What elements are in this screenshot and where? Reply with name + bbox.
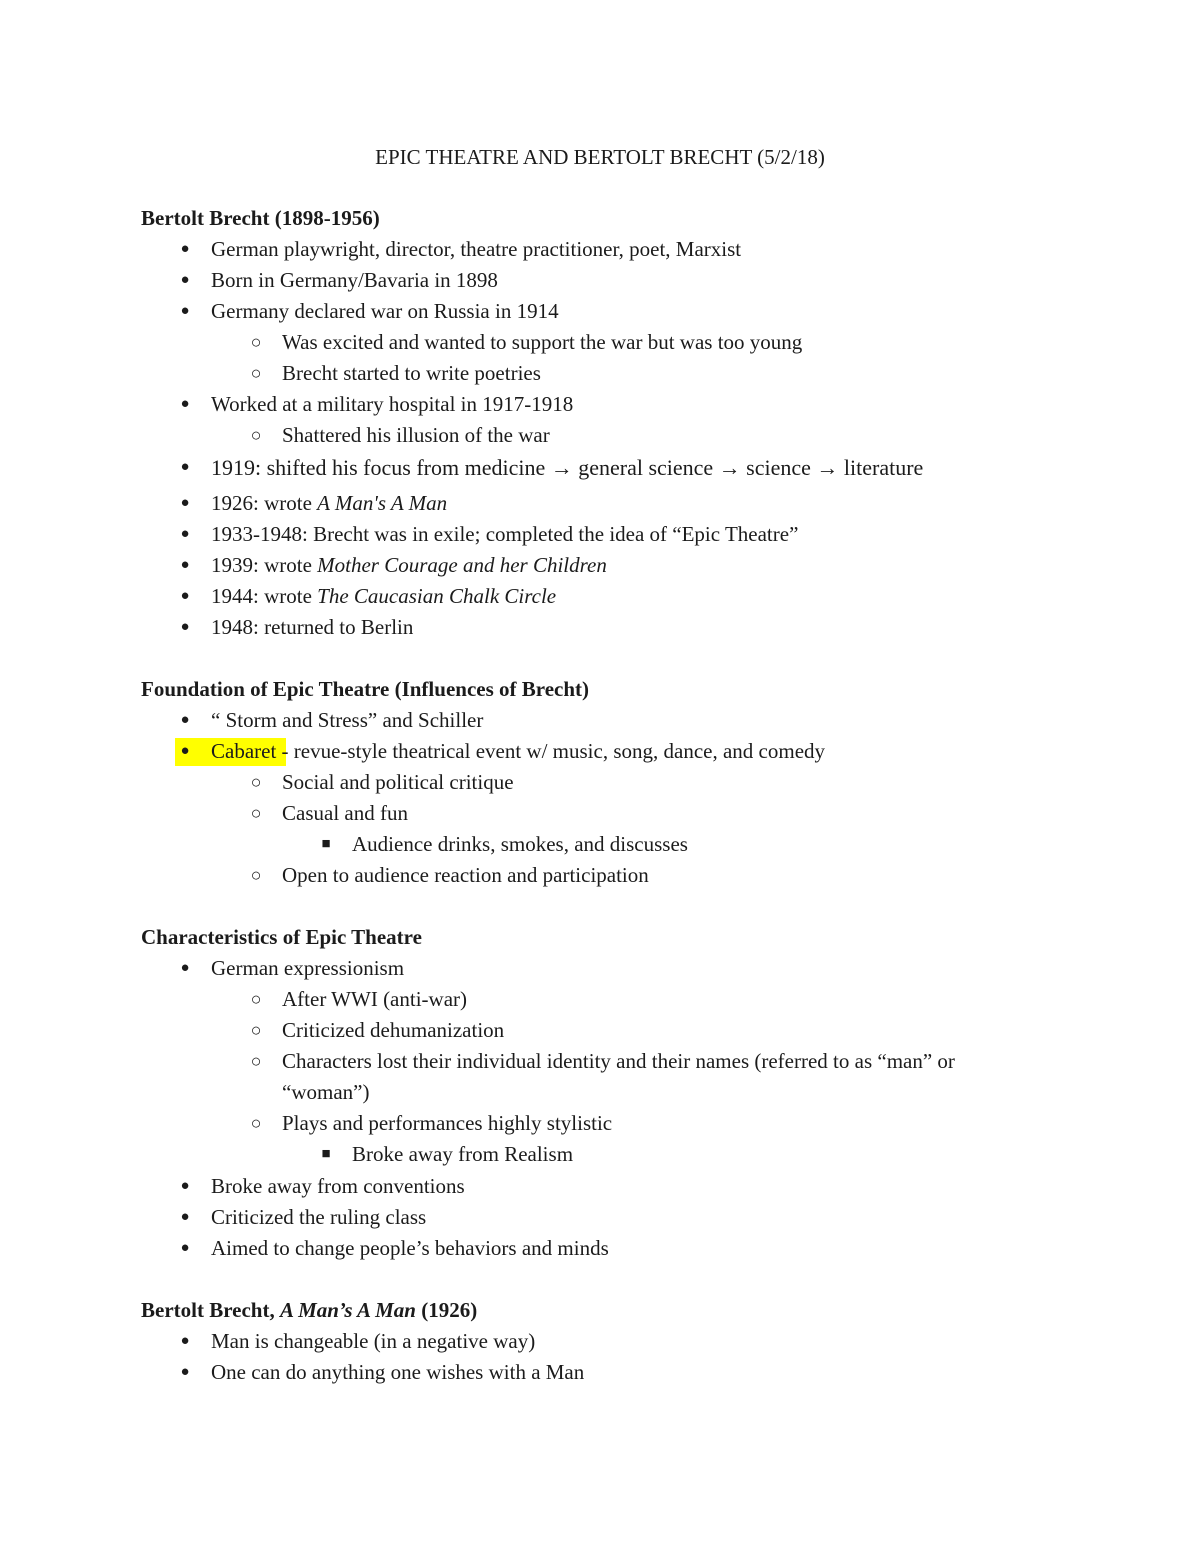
bullet-icon: ● [180, 526, 190, 542]
bullet-icon: ● [180, 495, 190, 511]
section-heading-characteristics: Characteristics of Epic Theatre [141, 925, 422, 949]
section-heading-foundation: Foundation of Epic Theatre (Influences of Brecht) [141, 677, 590, 701]
list-item-prefix: 1926: wrote [211, 491, 318, 515]
bullet-icon: ● [180, 588, 190, 604]
bullet-icon: ● [180, 1178, 190, 1194]
list-item: After WWI (anti-war) [282, 987, 468, 1011]
list-item-prefix: 1939: wrote [211, 553, 318, 577]
list-item [211, 550, 607, 581]
list-item: Worked at a military hospital in 1917-1918 [211, 392, 574, 416]
hollow-bullet-icon: ○ [250, 1020, 262, 1040]
list-item [211, 736, 825, 767]
list-item: Broke away from conventions [211, 1174, 465, 1198]
hollow-bullet-icon: ○ [250, 803, 262, 823]
bullet-icon: ● [180, 303, 190, 319]
list-item: Characters lost their individual identity and their names (referred to as “man” or [282, 1049, 955, 1073]
hollow-bullet-icon: ○ [250, 1113, 262, 1133]
bullet-icon: ● [180, 396, 190, 412]
highlighted-term: Cabaret [211, 739, 277, 763]
bullet-icon: ● [180, 1209, 190, 1225]
bullet-icon: ● [180, 1333, 190, 1349]
bullet-icon: ● [180, 960, 190, 976]
hollow-bullet-icon: ○ [250, 363, 262, 383]
list-item-rest: - revue-style theatrical event w/ music, song, dance, and comedy [276, 739, 826, 763]
hollow-bullet-icon: ○ [250, 865, 262, 885]
list-item: Casual and fun [282, 801, 408, 825]
hollow-bullet-icon: ○ [250, 425, 262, 445]
list-item: Germany declared war on Russia in 1914 [211, 299, 559, 323]
list-item: “ Storm and Stress” and Schiller [211, 708, 484, 732]
list-item: Broke away from Realism [352, 1142, 574, 1166]
list-item: Criticized dehumanization [282, 1018, 505, 1042]
list-item: Brecht started to write poetries [282, 361, 541, 385]
bullet-icon: ● [180, 743, 190, 759]
heading-suffix: (1926) [415, 1298, 478, 1322]
play-title: Mother Courage and her Children [317, 553, 607, 577]
square-bullet-icon: ■ [321, 836, 331, 852]
list-item: Plays and performances highly stylistic [282, 1111, 613, 1135]
list-item: 1933-1948: Brecht was in exile; completed the idea of “Epic Theatre” [211, 522, 799, 546]
list-item: Born in Germany/Bavaria in 1898 [211, 268, 498, 292]
play-title: A Man's A Man [317, 491, 448, 515]
bullet-icon: ● [180, 1364, 190, 1380]
bullet-icon: ● [180, 619, 190, 635]
play-title: The Caucasian Chalk Circle [317, 584, 557, 608]
bullet-icon: ● [180, 712, 190, 728]
list-item: 1948: returned to Berlin [211, 615, 414, 639]
list-item: Man is changeable (in a negative way) [211, 1329, 536, 1353]
list-item: Open to audience reaction and participation [282, 863, 649, 887]
list-item [211, 581, 556, 612]
list-item: Shattered his illusion of the war [282, 423, 550, 447]
square-bullet-icon: ■ [321, 1146, 331, 1162]
list-item-prefix: 1944: wrote [211, 584, 318, 608]
list-item-continuation: “woman”) [282, 1080, 370, 1104]
document-title: EPIC THEATRE AND BERTOLT BRECHT (5/2/18) [375, 145, 825, 169]
hollow-bullet-icon: ○ [250, 772, 262, 792]
list-item: Aimed to change people’s behaviors and minds [211, 1236, 609, 1260]
list-item [211, 488, 447, 519]
heading-prefix: Bertolt Brecht, [141, 1298, 280, 1322]
list-item: German expressionism [211, 956, 405, 980]
heading-play-title: A Man’s A Man [279, 1298, 416, 1322]
list-item: Audience drinks, smokes, and discusses [352, 832, 688, 856]
list-item: Social and political critique [282, 770, 514, 794]
list-item: Was excited and wanted to support the war but was too young [282, 330, 803, 354]
list-item: 1919: shifted his focus from medicine → general science → science → literature [211, 455, 924, 480]
list-item: Criticized the ruling class [211, 1205, 427, 1229]
bullet-icon: ● [180, 557, 190, 573]
bullet-icon: ● [180, 272, 190, 288]
bullet-icon: ● [180, 1240, 190, 1256]
hollow-bullet-icon: ○ [250, 989, 262, 1009]
section-heading-brecht: Bertolt Brecht (1898-1956) [141, 206, 380, 230]
bullet-icon: ● [180, 241, 190, 257]
section-heading-a-mans-a-man [141, 1295, 477, 1326]
hollow-bullet-icon: ○ [250, 332, 262, 352]
hollow-bullet-icon: ○ [250, 1051, 262, 1071]
list-item: One can do anything one wishes with a Man [211, 1360, 585, 1384]
bullet-icon: ● [180, 459, 190, 475]
list-item: German playwright, director, theatre practitioner, poet, Marxist [211, 237, 742, 261]
